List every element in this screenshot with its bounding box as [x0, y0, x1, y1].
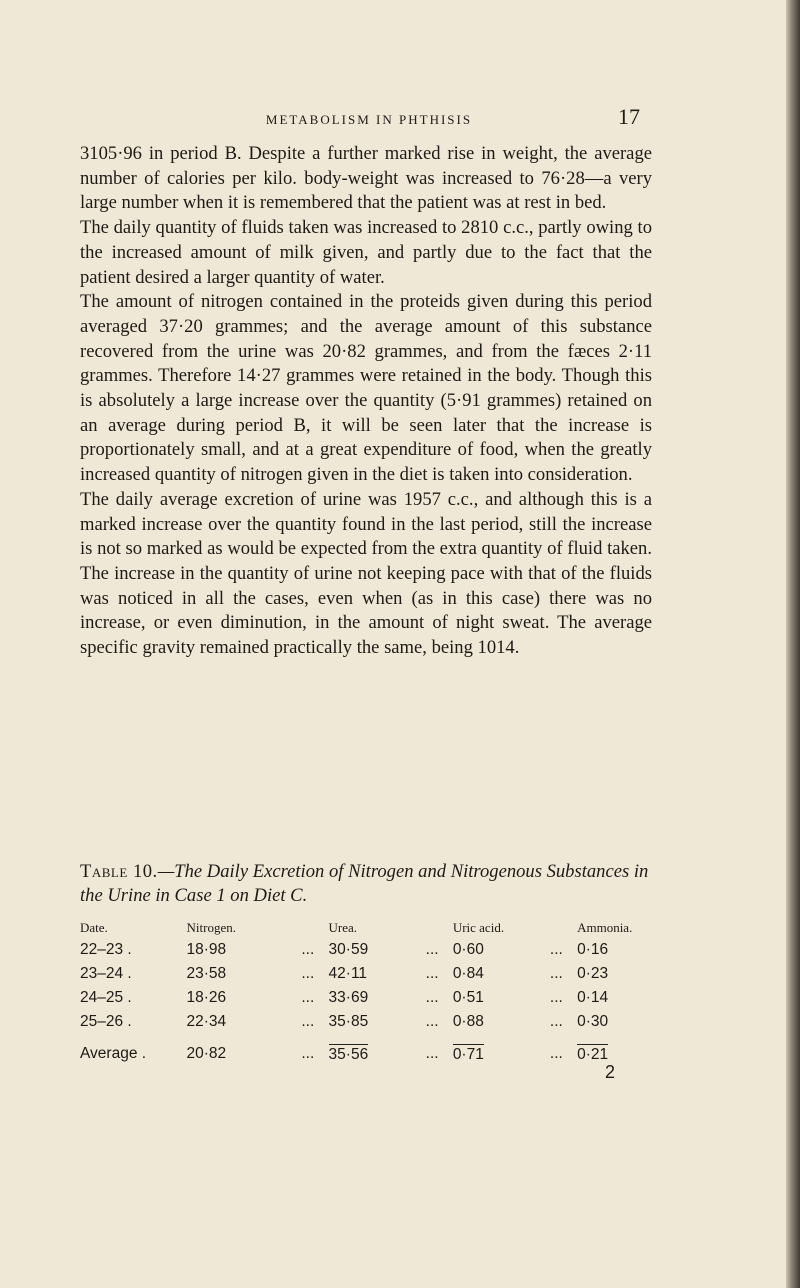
cell-nitrogen: 18·26	[186, 989, 227, 1006]
cell-nitrogen: 23·58	[186, 965, 227, 982]
cell-uric-acid: 0·60	[452, 941, 484, 958]
cell-urea: 42·11	[328, 965, 368, 982]
table-row	[80, 962, 660, 986]
table-caption	[80, 860, 652, 908]
running-head: METABOLISM IN PHTHISIS	[265, 112, 473, 127]
cell-nitrogen: 20·82	[186, 1045, 227, 1062]
col-header-date: Date.	[80, 920, 108, 935]
leader-dots: ...	[549, 1045, 563, 1062]
leader-dots: ...	[549, 989, 563, 1006]
leader-dots: ...	[425, 941, 439, 958]
cell-date: 25–26 .	[80, 1013, 132, 1030]
table-row	[80, 1010, 660, 1034]
leader-dots: ...	[301, 989, 315, 1006]
leader-dots: ...	[425, 1045, 439, 1062]
table-title: —The Daily Excretion of Nitrogen and Nitrogenous Substances in the Urine in Case 1 on Diet C.	[80, 861, 649, 906]
excretion-table	[80, 920, 660, 1066]
leader-dots: ...	[301, 1013, 315, 1030]
paragraph: The daily quantity of fluids taken was increased to 2810 c.c., partly owing to the increased amount of milk given, and partly due to the fact that the patient desired a larger quantity of water.	[80, 217, 652, 288]
leader-dots: ...	[425, 989, 439, 1006]
paragraph: The daily average excretion of urine was 1957 c.c., and although this is a marked increase over the quantity found in the last period, still the increase is not so marked as would be expected from the extra quantity of fluid taken. The increase in the quantity of urine not keeping pace with that of the fluids was noticed in all the cases, even when (as in this case) there was no increase, or even diminution, in the amount of night sweat. The average specific gravity remained practically the same, being 1014.	[80, 488, 652, 659]
cell-uric-acid: 0·71	[452, 1046, 484, 1063]
col-header-uric-acid: Uric acid.	[452, 920, 505, 935]
page-header	[80, 104, 640, 130]
cell-urea: 30·59	[328, 941, 369, 958]
paragraph: 3105·96 in period B. Despite a further marked rise in weight, the average number of calories per kilo. body-weight was increased to 76·28—a very large number when it is remembered that the patient was at rest in bed.	[80, 143, 652, 214]
cell-uric-acid: 0·51	[452, 989, 484, 1006]
leader-dots: ...	[425, 965, 439, 982]
table-row	[80, 938, 660, 962]
cell-uric-acid: 0·88	[452, 1013, 484, 1030]
cell-urea: 33·69	[328, 989, 369, 1006]
leader-dots: ...	[549, 1013, 563, 1030]
cell-date: 22–23 .	[80, 941, 132, 958]
cell-ammonia: 0·23	[577, 965, 609, 982]
paragraph: The amount of nitrogen contained in the proteids given during this period averaged 37·20 grammes; and the average amount of this substance recovered from the urine was 20·82 grammes, and from the fæces 2·11 grammes. Therefore 14·27 grammes were retained in the body. Though this is absolutely a large increase over the quantity (5·91 grammes) retained on an average during period B, it will be seen later that the increase is proportionately small, and at a great expenditure of food, when the greatly increased quantity of nitrogen given in the diet is taken into consideration.	[80, 291, 652, 486]
cell-date: 24–25 .	[80, 989, 132, 1006]
cell-nitrogen: 18·98	[186, 941, 227, 958]
col-header-nitrogen: Nitrogen.	[186, 920, 236, 935]
leader-dots: ...	[425, 1013, 439, 1030]
average-row	[80, 1034, 660, 1066]
page-number: 17	[618, 104, 640, 129]
page-edge	[786, 0, 800, 1288]
cell-ammonia: 0·14	[577, 989, 609, 1006]
cell-nitrogen: 22·34	[186, 1013, 227, 1030]
cell-urea: 35·56	[328, 1046, 369, 1063]
footnote-mark: 2	[605, 1062, 616, 1082]
leader-dots: ...	[301, 1045, 315, 1062]
cell-ammonia: 0·30	[577, 1013, 609, 1030]
leader-dots: ...	[301, 965, 315, 982]
table-row	[80, 986, 660, 1010]
table-header-row	[80, 920, 660, 938]
table-label: Table 10.	[80, 861, 158, 882]
leader-dots: ...	[301, 941, 315, 958]
cell-uric-acid: 0·84	[452, 965, 484, 982]
cell-ammonia: 0·21	[577, 1046, 609, 1063]
cell-ammonia: 0·16	[577, 941, 609, 958]
col-header-urea: Urea.	[328, 920, 358, 935]
body-text	[80, 142, 652, 661]
cell-urea: 35·85	[328, 1013, 369, 1030]
leader-dots: ...	[549, 941, 563, 958]
cell-date: 23–24 .	[80, 965, 132, 982]
leader-dots: ...	[549, 965, 563, 982]
col-header-ammonia: Ammonia.	[577, 920, 633, 935]
cell-average-label: Average .	[80, 1045, 147, 1062]
